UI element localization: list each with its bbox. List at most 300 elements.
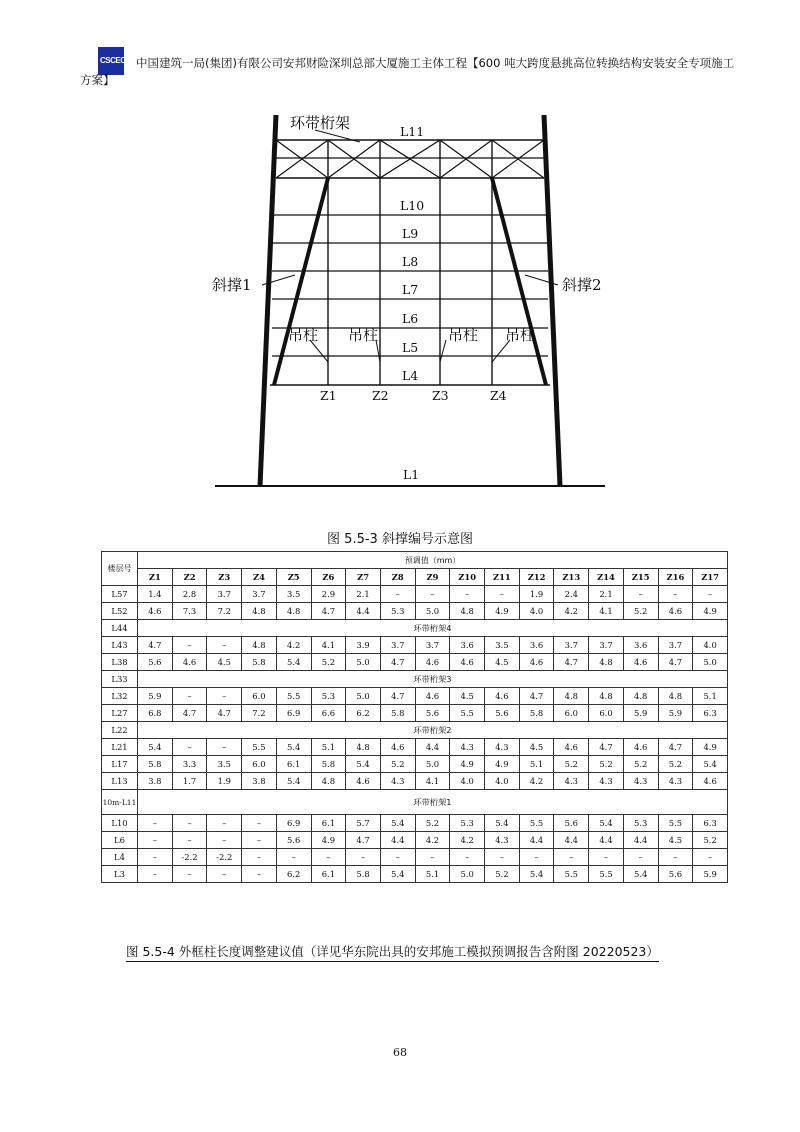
value-cell: 4.9: [485, 603, 520, 620]
value-cell: 4.7: [658, 739, 693, 756]
value-cell: 4.3: [485, 739, 520, 756]
value-cell: –: [450, 586, 485, 603]
column-header: Z16: [658, 569, 693, 586]
label-hanger-2: 吊柱: [348, 326, 379, 344]
value-cell: 6.9: [276, 815, 311, 832]
column-header: Z7: [346, 569, 381, 586]
table-row: [102, 790, 728, 815]
value-cell: 5.2: [485, 866, 520, 883]
value-cell: 5.4: [623, 866, 658, 883]
value-cell: 4.6: [519, 654, 554, 671]
value-cell: 6.3: [693, 705, 728, 722]
value-cell: –: [172, 739, 207, 756]
label-belt-truss: 环带桁架: [290, 114, 351, 132]
value-cell: 4.4: [623, 832, 658, 849]
floor-cell: L3: [102, 866, 138, 883]
value-cell: 3.7: [554, 637, 589, 654]
value-cell: -2.2: [207, 849, 242, 866]
value-cell: 6.2: [276, 866, 311, 883]
column-header: Z5: [276, 569, 311, 586]
value-cell: 6.1: [311, 866, 346, 883]
value-cell: –: [415, 586, 450, 603]
value-cell: 4.5: [485, 654, 520, 671]
value-cell: 4.2: [415, 832, 450, 849]
value-cell: 4.9: [693, 739, 728, 756]
value-cell: 3.7: [380, 637, 415, 654]
value-cell: –: [554, 849, 589, 866]
column-label-z3: Z3: [432, 388, 449, 403]
value-cell: 5.9: [658, 705, 693, 722]
value-cell: 4.8: [554, 688, 589, 705]
floor-cell: L17: [102, 756, 138, 773]
table-row: [102, 603, 728, 620]
header-line-1: 中国建筑一局(集团)有限公司安邦财险深圳总部大厦施工主体工程【600 吨大跨度悬挑高位转换结构安装安全专项施工: [136, 56, 735, 70]
value-cell: –: [138, 849, 173, 866]
value-cell: 5.5: [450, 705, 485, 722]
value-cell: 5.4: [693, 756, 728, 773]
value-cell: 2.4: [554, 586, 589, 603]
value-cell: 4.8: [623, 688, 658, 705]
value-cell: 3.7: [589, 637, 624, 654]
value-cell: 5.2: [658, 756, 693, 773]
value-cell: –: [519, 849, 554, 866]
value-cell: 4.4: [346, 603, 381, 620]
value-cell: 4.6: [658, 603, 693, 620]
value-cell: 4.9: [485, 756, 520, 773]
value-cell: 5.8: [380, 705, 415, 722]
brace-2: [492, 178, 546, 385]
value-cell: 4.5: [658, 832, 693, 849]
value-cell: 6.6: [311, 705, 346, 722]
value-cell: 3.8: [138, 773, 173, 790]
table-row: [102, 773, 728, 790]
value-cell: –: [485, 586, 520, 603]
value-cell: 1.7: [172, 773, 207, 790]
value-cell: 5.4: [519, 866, 554, 883]
belt-truss-band: 环带桁架3: [138, 671, 728, 688]
floor-cell: L43: [102, 637, 138, 654]
value-cell: 4.0: [485, 773, 520, 790]
value-cell: 3.7: [207, 586, 242, 603]
value-cell: 5.8: [346, 866, 381, 883]
value-cell: 3.8: [242, 773, 277, 790]
floor-header: 楼层号: [102, 552, 138, 586]
value-cell: 5.4: [276, 773, 311, 790]
column-header: Z3: [207, 569, 242, 586]
value-cell: 5.0: [693, 654, 728, 671]
value-cell: 4.1: [589, 603, 624, 620]
value-cell: –: [242, 849, 277, 866]
value-cell: 4.8: [658, 688, 693, 705]
label-brace-2: 斜撑2: [562, 276, 602, 294]
value-cell: 5.2: [623, 756, 658, 773]
value-cell: 3.5: [485, 637, 520, 654]
column-header: Z6: [311, 569, 346, 586]
value-cell: 6.0: [589, 705, 624, 722]
value-cell: 4.8: [589, 654, 624, 671]
value-cell: 4.6: [346, 773, 381, 790]
value-cell: –: [242, 815, 277, 832]
value-cell: 4.5: [519, 739, 554, 756]
column-label-z4: Z4: [490, 388, 507, 403]
value-header: 预调值（mm）: [138, 552, 728, 569]
value-cell: –: [693, 849, 728, 866]
table-row: [102, 688, 728, 705]
column-header: Z1: [138, 569, 173, 586]
column-label-z1: Z1: [320, 388, 337, 403]
value-cell: 5.3: [450, 815, 485, 832]
value-cell: 4.3: [554, 773, 589, 790]
table-row: [102, 586, 728, 603]
value-cell: 5.1: [311, 739, 346, 756]
value-cell: 5.5: [276, 688, 311, 705]
table-row: [102, 722, 728, 739]
floor-cell: L44: [102, 620, 138, 637]
value-cell: 6.2: [346, 705, 381, 722]
value-cell: 6.0: [242, 756, 277, 773]
table-row: [102, 620, 728, 637]
value-cell: 5.2: [415, 815, 450, 832]
value-cell: –: [172, 866, 207, 883]
value-cell: 5.5: [589, 866, 624, 883]
value-cell: 3.5: [276, 586, 311, 603]
page-number: 68: [393, 1046, 407, 1059]
value-cell: 4.2: [519, 773, 554, 790]
value-cell: –: [242, 832, 277, 849]
left-outer-column: [260, 115, 276, 486]
value-cell: 5.4: [346, 756, 381, 773]
value-cell: 4.8: [346, 739, 381, 756]
value-cell: 5.4: [485, 815, 520, 832]
floor-label-l11: L11: [400, 124, 425, 139]
value-cell: 5.2: [589, 756, 624, 773]
value-cell: 4.7: [589, 739, 624, 756]
value-cell: –: [172, 688, 207, 705]
value-cell: 6.9: [276, 705, 311, 722]
value-cell: 4.4: [380, 832, 415, 849]
column-header: Z10: [450, 569, 485, 586]
value-cell: 5.2: [554, 756, 589, 773]
table-row: [102, 637, 728, 654]
value-cell: 5.6: [554, 815, 589, 832]
value-cell: 7.2: [207, 603, 242, 620]
label-hanger-4: 吊柱: [505, 326, 536, 344]
column-header: Z12: [519, 569, 554, 586]
value-cell: –: [623, 586, 658, 603]
value-cell: 4.4: [415, 739, 450, 756]
value-cell: 5.6: [138, 654, 173, 671]
figure-caption-5-5-3: 图 5.5-3 斜撑编号示意图: [327, 532, 473, 547]
value-cell: 7.2: [242, 705, 277, 722]
value-cell: 4.7: [207, 705, 242, 722]
value-cell: 5.2: [623, 603, 658, 620]
value-cell: –: [380, 586, 415, 603]
value-cell: 3.7: [415, 637, 450, 654]
value-cell: –: [172, 637, 207, 654]
value-cell: 4.8: [311, 773, 346, 790]
value-cell: –: [658, 849, 693, 866]
value-cell: 5.2: [693, 832, 728, 849]
value-cell: 5.4: [138, 739, 173, 756]
value-cell: 4.9: [693, 603, 728, 620]
value-cell: 1.4: [138, 586, 173, 603]
value-cell: 4.6: [415, 688, 450, 705]
value-cell: 4.6: [415, 654, 450, 671]
floor-label-l6: L6: [402, 311, 419, 326]
value-cell: 5.3: [380, 603, 415, 620]
value-cell: 2.1: [346, 586, 381, 603]
value-cell: 3.5: [207, 756, 242, 773]
value-cell: 5.3: [623, 815, 658, 832]
value-cell: 4.7: [172, 705, 207, 722]
value-cell: 4.8: [276, 603, 311, 620]
table-row: [102, 815, 728, 832]
value-cell: 4.0: [450, 773, 485, 790]
value-cell: 6.1: [311, 815, 346, 832]
value-cell: 5.0: [346, 688, 381, 705]
value-cell: 4.6: [380, 739, 415, 756]
value-cell: 4.7: [554, 654, 589, 671]
table-row: [102, 756, 728, 773]
value-cell: 5.5: [242, 739, 277, 756]
value-cell: –: [242, 866, 277, 883]
value-cell: 4.4: [554, 832, 589, 849]
value-cell: 5.8: [519, 705, 554, 722]
value-cell: 5.8: [138, 756, 173, 773]
value-cell: 4.3: [380, 773, 415, 790]
table-row: [102, 866, 728, 883]
floor-label-l7: L7: [402, 282, 419, 297]
value-cell: 4.7: [346, 832, 381, 849]
value-cell: 4.4: [589, 832, 624, 849]
value-cell: 5.5: [519, 815, 554, 832]
column-label-z2: Z2: [372, 388, 389, 403]
value-cell: 5.1: [415, 866, 450, 883]
value-cell: 2.1: [589, 586, 624, 603]
brace-numbering-diagram: [200, 100, 620, 492]
value-cell: –: [172, 832, 207, 849]
value-cell: 5.3: [311, 688, 346, 705]
floor-label-l5: L5: [402, 340, 419, 355]
value-cell: 4.3: [623, 773, 658, 790]
value-cell: 5.7: [346, 815, 381, 832]
value-cell: –: [450, 849, 485, 866]
value-cell: 4.6: [623, 739, 658, 756]
value-cell: 5.0: [415, 756, 450, 773]
value-cell: 1.9: [207, 773, 242, 790]
value-cell: 5.0: [346, 654, 381, 671]
floor-cell: L57: [102, 586, 138, 603]
floor-cell: L21: [102, 739, 138, 756]
value-cell: 5.6: [658, 866, 693, 883]
value-cell: –: [276, 849, 311, 866]
column-adjustment-table: [101, 551, 728, 883]
value-cell: 4.1: [415, 773, 450, 790]
value-cell: 4.2: [276, 637, 311, 654]
value-cell: 3.7: [658, 637, 693, 654]
value-cell: 4.1: [311, 637, 346, 654]
value-cell: 4.4: [519, 832, 554, 849]
value-cell: 5.8: [242, 654, 277, 671]
value-cell: –: [380, 849, 415, 866]
value-cell: 4.9: [450, 756, 485, 773]
value-cell: 5.5: [554, 866, 589, 883]
floor-cell: L33: [102, 671, 138, 688]
value-cell: 7.3: [172, 603, 207, 620]
floor-label-l8: L8: [402, 254, 419, 269]
floor-cell: L32: [102, 688, 138, 705]
value-cell: 5.9: [693, 866, 728, 883]
table-row: [102, 654, 728, 671]
value-cell: 5.4: [589, 815, 624, 832]
column-header: Z8: [380, 569, 415, 586]
value-cell: 5.4: [380, 866, 415, 883]
value-cell: 5.1: [519, 756, 554, 773]
value-cell: 4.8: [450, 603, 485, 620]
value-cell: –: [346, 849, 381, 866]
base-label-l1: L1: [403, 467, 420, 482]
floor-label-l4: L4: [402, 368, 419, 383]
value-cell: –: [623, 849, 658, 866]
value-cell: 5.6: [485, 705, 520, 722]
value-cell: –: [207, 832, 242, 849]
value-cell: 4.3: [658, 773, 693, 790]
table-row: [102, 832, 728, 849]
header-line-2: 方案】: [80, 73, 115, 87]
column-header: Z14: [589, 569, 624, 586]
floor-cell: L38: [102, 654, 138, 671]
value-cell: –: [589, 849, 624, 866]
value-cell: 4.6: [554, 739, 589, 756]
value-cell: 5.6: [276, 832, 311, 849]
value-cell: 4.5: [207, 654, 242, 671]
value-cell: 4.7: [138, 637, 173, 654]
floor-cell: L22: [102, 722, 138, 739]
column-header: Z15: [623, 569, 658, 586]
value-cell: –: [658, 586, 693, 603]
floor-cell: L13: [102, 773, 138, 790]
column-header: Z17: [693, 569, 728, 586]
column-header: Z9: [415, 569, 450, 586]
value-cell: –: [485, 849, 520, 866]
value-cell: 5.9: [138, 688, 173, 705]
value-cell: –: [207, 739, 242, 756]
value-cell: 4.0: [693, 637, 728, 654]
value-cell: 2.8: [172, 586, 207, 603]
value-cell: 4.6: [485, 688, 520, 705]
column-header: Z11: [485, 569, 520, 586]
value-cell: 4.8: [242, 637, 277, 654]
value-cell: 6.3: [693, 815, 728, 832]
table-row: [102, 849, 728, 866]
logo-text: CSCEC: [100, 56, 126, 65]
floor-cell: L52: [102, 603, 138, 620]
value-cell: 3.3: [172, 756, 207, 773]
value-cell: –: [138, 866, 173, 883]
floor-cell: L4: [102, 849, 138, 866]
column-header: Z4: [242, 569, 277, 586]
value-cell: 4.9: [311, 832, 346, 849]
value-cell: 4.3: [589, 773, 624, 790]
table-row: [102, 705, 728, 722]
value-cell: 5.4: [276, 654, 311, 671]
column-header: Z2: [172, 569, 207, 586]
value-cell: 4.8: [242, 603, 277, 620]
value-cell: 2.9: [311, 586, 346, 603]
value-cell: 3.6: [519, 637, 554, 654]
belt-truss: [276, 140, 544, 178]
value-cell: 5.6: [415, 705, 450, 722]
value-cell: 5.2: [311, 654, 346, 671]
value-cell: 4.7: [380, 688, 415, 705]
belt-truss-band: 环带桁架1: [138, 790, 728, 815]
value-cell: –: [207, 815, 242, 832]
value-cell: 5.4: [276, 739, 311, 756]
value-cell: 6.8: [138, 705, 173, 722]
value-cell: 4.2: [450, 832, 485, 849]
table-row: [102, 739, 728, 756]
value-cell: –: [138, 832, 173, 849]
figure-caption-5-5-4: 图 5.5-4 外框柱长度调整建议值（详见华东院出具的安邦施工模拟预调报告含附图 20220523）: [126, 942, 659, 962]
brace-1: [274, 178, 328, 385]
label-brace-1: 斜撑1: [212, 276, 252, 294]
value-cell: 6.1: [276, 756, 311, 773]
value-cell: 4.5: [450, 688, 485, 705]
label-hanger-1: 吊柱: [288, 326, 319, 344]
value-cell: 5.9: [623, 705, 658, 722]
value-cell: 4.7: [519, 688, 554, 705]
value-cell: –: [172, 815, 207, 832]
value-cell: 5.2: [380, 756, 415, 773]
value-cell: –: [693, 586, 728, 603]
floor-cell: L10: [102, 815, 138, 832]
value-cell: –: [207, 688, 242, 705]
value-cell: 4.6: [172, 654, 207, 671]
value-cell: 5.5: [658, 815, 693, 832]
value-cell: 4.6: [693, 773, 728, 790]
value-cell: 1.9: [519, 586, 554, 603]
floor-label-l9: L9: [402, 226, 419, 241]
table-row: [102, 671, 728, 688]
belt-truss-band: 环带桁架2: [138, 722, 728, 739]
value-cell: –: [311, 849, 346, 866]
value-cell: 3.6: [623, 637, 658, 654]
value-cell: –: [207, 637, 242, 654]
value-cell: –: [138, 815, 173, 832]
value-cell: 4.3: [485, 832, 520, 849]
value-cell: 3.6: [450, 637, 485, 654]
value-cell: 5.0: [450, 866, 485, 883]
right-outer-column: [544, 115, 560, 486]
value-cell: 6.0: [242, 688, 277, 705]
value-cell: 5.8: [311, 756, 346, 773]
value-cell: 4.0: [519, 603, 554, 620]
value-cell: 5.0: [415, 603, 450, 620]
value-cell: –: [207, 866, 242, 883]
column-header: Z13: [554, 569, 589, 586]
value-cell: 4.6: [623, 654, 658, 671]
value-cell: 5.1: [693, 688, 728, 705]
value-cell: 5.4: [380, 815, 415, 832]
value-cell: 4.6: [450, 654, 485, 671]
value-cell: 4.7: [311, 603, 346, 620]
value-cell: –: [415, 849, 450, 866]
value-cell: 4.8: [589, 688, 624, 705]
floor-cell: 10m-L11: [102, 790, 138, 815]
value-cell: 6.0: [554, 705, 589, 722]
belt-truss-band: 环带桁架4: [138, 620, 728, 637]
value-cell: 3.9: [346, 637, 381, 654]
